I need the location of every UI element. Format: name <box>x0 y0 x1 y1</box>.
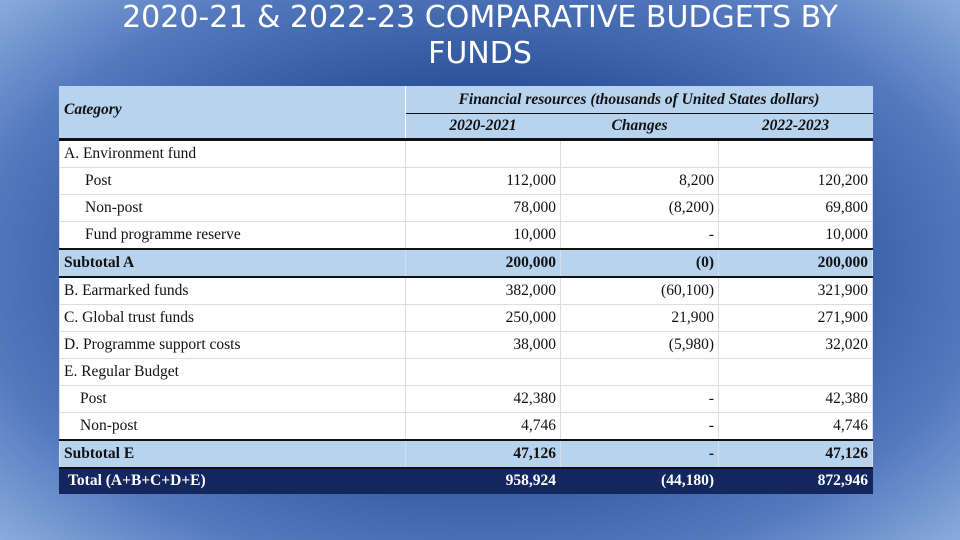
value-2020: 200,000 <box>406 249 561 277</box>
table-row <box>60 140 873 168</box>
header-category: Category <box>60 87 406 140</box>
value-2020: 250,000 <box>406 305 561 332</box>
value-2020: 42,380 <box>406 386 561 413</box>
row-label: Fund programme reserve <box>60 222 406 250</box>
header-2020-2021: 2020-2021 <box>406 114 561 140</box>
budget-table-container <box>59 86 872 494</box>
value-change: (60,100) <box>561 277 719 305</box>
value-2022: 10,000 <box>719 222 873 250</box>
row-label: Post <box>60 386 406 413</box>
title-line-1: 2020-21 & 2022-23 COMPARATIVE BUDGETS BY <box>122 0 838 35</box>
value-2020: 958,924 <box>406 468 561 494</box>
value-2022: 69,800 <box>719 195 873 222</box>
table-row <box>60 359 873 386</box>
header-2022-2023: 2022-2023 <box>719 114 873 140</box>
header-changes: Changes <box>561 114 719 140</box>
value-2020: 4,746 <box>406 413 561 441</box>
value-change: 8,200 <box>561 168 719 195</box>
subtotal-row <box>60 440 873 468</box>
value-change: - <box>561 386 719 413</box>
value-2022: 200,000 <box>719 249 873 277</box>
value-change: - <box>561 222 719 250</box>
value-2022: 42,380 <box>719 386 873 413</box>
table-row <box>60 332 873 359</box>
row-label: Total (A+B+C+D+E) <box>60 468 406 494</box>
value-2022: 4,746 <box>719 413 873 441</box>
header-row-1 <box>60 87 873 114</box>
value-change: (8,200) <box>561 195 719 222</box>
budget-table <box>59 86 873 494</box>
value-2020: 78,000 <box>406 195 561 222</box>
value-2022: 32,020 <box>719 332 873 359</box>
value-2022: 47,126 <box>719 440 873 468</box>
row-label: Non-post <box>60 413 406 441</box>
row-label: A. Environment fund <box>60 140 406 168</box>
table-row <box>60 386 873 413</box>
slide-title <box>0 0 960 72</box>
value-2020: 382,000 <box>406 277 561 305</box>
value-2020: 10,000 <box>406 222 561 250</box>
title-line-2: FUNDS <box>428 36 532 71</box>
table-row <box>60 305 873 332</box>
row-label: Post <box>60 168 406 195</box>
table-row <box>60 277 873 305</box>
value-change: 21,900 <box>561 305 719 332</box>
value-2020: 112,000 <box>406 168 561 195</box>
row-label: Non-post <box>60 195 406 222</box>
value-2022: 120,200 <box>719 168 873 195</box>
value-2022: 321,900 <box>719 277 873 305</box>
value-change: (5,980) <box>561 332 719 359</box>
row-label: D. Programme support costs <box>60 332 406 359</box>
row-label: B. Earmarked funds <box>60 277 406 305</box>
table-row <box>60 168 873 195</box>
value-change: (44,180) <box>561 468 719 494</box>
table-row <box>60 222 873 250</box>
table-row <box>60 413 873 441</box>
row-label: Subtotal E <box>60 440 406 468</box>
row-label: E. Regular Budget <box>60 359 406 386</box>
row-label: C. Global trust funds <box>60 305 406 332</box>
value-2020: 47,126 <box>406 440 561 468</box>
value-change: (0) <box>561 249 719 277</box>
header-financial-resources: Financial resources (thousands of United States dollars) <box>406 87 873 114</box>
value-change: - <box>561 440 719 468</box>
value-2022: 872,946 <box>719 468 873 494</box>
total-row <box>60 468 873 494</box>
subtotal-row <box>60 249 873 277</box>
value-2022: 271,900 <box>719 305 873 332</box>
table-row <box>60 195 873 222</box>
value-2020: 38,000 <box>406 332 561 359</box>
value-change: - <box>561 413 719 441</box>
row-label: Subtotal A <box>60 249 406 277</box>
